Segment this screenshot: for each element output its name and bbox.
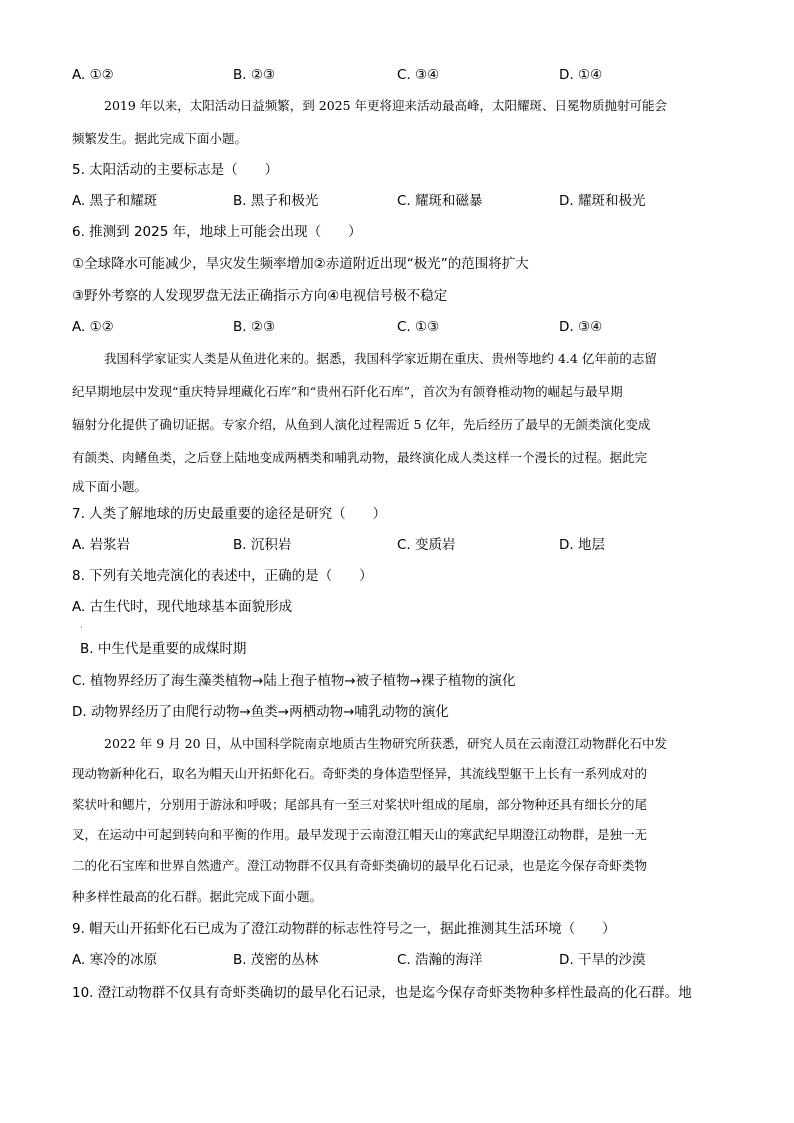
q6-option-a[interactable]: A. ①② [72, 319, 114, 335]
passage-sun-line-2: 频繁发生。据此完成下面小题。 [72, 131, 248, 146]
q9-option-d[interactable]: D. 干旱的沙漠 [559, 952, 646, 968]
q5-option-d[interactable]: D. 耀斑和极光 [559, 193, 646, 209]
q9-stem: 9. 帽天山开拓虾化石已成为了澄江动物群的标志性符号之一，据此推测其生活环境（ ） [72, 921, 616, 937]
q8-stem: 8. 下列有关地壳演化的表述中，正确的是（ ） [72, 568, 373, 584]
q6-item-line-1: ①全球降水可能减少，旱灾发生频率增加②赤道附近出现“极光”的范围将扩大 [72, 256, 529, 272]
q6-item-line-2: ③野外考察的人发现罗盘无法正确指示方向④电视信号极不稳定 [72, 288, 448, 304]
q9-option-c[interactable]: C. 浩瀚的海洋 [397, 952, 483, 968]
passage-chengjiang-line-5: 二的化石宝库和世界自然遗产。澄江动物群不仅具有奇虾类确切的最早化石记录，也是迄今保存奇虾类物 [72, 858, 648, 873]
passage-chengjiang-line-4: 叉，在运动中可起到转向和平衡的作用。最早发现于云南澄江帽天山的寒武纪早期澄江动物群，是独一无 [72, 827, 648, 842]
passage-sun-line-1: 2019 年以来，太阳活动日益频繁，到 2025 年更将迎来活动最高峰，太阳耀斑、日冕物质抛射可能会 [104, 98, 668, 113]
q4-option-b[interactable]: B. ②③ [233, 67, 276, 83]
q8-option-b[interactable]: B. 中生代是重要的成煤时期 [80, 641, 247, 657]
passage-fish-line-4: 有颌类、肉鳍鱼类，之后登上陆地变成两栖类和哺乳动物，最终演化成人类这样一个漫长的过程。据此完 [72, 450, 648, 465]
q7-stem: 7. 人类了解地球的历史最重要的途径是研究（ ） [72, 506, 387, 522]
q10-stem: 10. 澄江动物群不仅具有奇虾类确切的最早化石记录，也是迄今保存奇虾类物种多样性最高的化石群。地 [72, 985, 692, 1001]
q8-option-a[interactable]: A. 古生代时，现代地球基本面貌形成 [72, 599, 293, 615]
q7-option-b[interactable]: B. 沉积岩 [233, 537, 292, 553]
stray-dot: · [80, 623, 83, 632]
q5-stem: 5. 太阳活动的主要标志是（ ） [72, 162, 279, 178]
q4-option-a[interactable]: A. ①② [72, 67, 114, 83]
passage-fish-line-1: 我国科学家证实人类是从鱼进化来的。据悉，我国科学家近期在重庆、贵州等地约 4.4 亿年前的志留 [104, 351, 657, 366]
q8-option-d[interactable]: D. 动物界经历了由爬行动物→鱼类→两栖动物→哺乳动物的演化 [72, 704, 449, 720]
q9-option-b[interactable]: B. 茂密的丛林 [233, 952, 319, 968]
q7-option-a[interactable]: A. 岩浆岩 [72, 537, 131, 553]
q9-option-a[interactable]: A. 寒冷的冰原 [72, 952, 158, 968]
q6-option-d[interactable]: D. ③④ [559, 319, 603, 335]
q6-option-b[interactable]: B. ②③ [233, 319, 276, 335]
passage-fish-line-5: 成下面小题。 [72, 479, 148, 494]
q7-option-c[interactable]: C. 变质岩 [397, 537, 456, 553]
q5-option-b[interactable]: B. 黑子和极光 [233, 193, 319, 209]
q5-option-a[interactable]: A. 黑子和耀斑 [72, 193, 158, 209]
passage-chengjiang-line-6: 种多样性最高的化石群。据此完成下面小题。 [72, 889, 323, 904]
passage-chengjiang-line-3: 桨状叶和鳃片，分别用于游泳和呼吸；尾部具有一至三对桨状叶组成的尾扇，部分物种还具有细长分的尾 [72, 797, 648, 812]
q5-option-c[interactable]: C. 耀斑和磁暴 [397, 193, 483, 209]
passage-chengjiang-line-2: 现动物新种化石，取名为帽天山开拓虾化石。奇虾类的身体造型怪异，其流线型躯干上长有一系列成对的 [72, 766, 648, 781]
q8-option-c[interactable]: C. 植物界经历了海生藻类植物→陆上孢子植物→被子植物→裸子植物的演化 [72, 673, 516, 689]
q6-stem: 6. 推测到 2025 年，地球上可能会出现（ ） [72, 224, 362, 240]
q4-option-c[interactable]: C. ③④ [397, 67, 440, 83]
q4-option-d[interactable]: D. ①④ [559, 67, 603, 83]
passage-chengjiang-line-1: 2022 年 9 月 20 日，从中国科学院南京地质古生物研究所获悉，研究人员在云南澄江动物群化石中发 [104, 736, 668, 751]
passage-fish-line-3: 辐射分化提供了确切证据。专家介绍，从鱼到人演化过程需近 5 亿年，先后经历了最早的无颌类演化变成 [72, 417, 651, 432]
q7-option-d[interactable]: D. 地层 [559, 537, 605, 553]
q6-option-c[interactable]: C. ①③ [397, 319, 440, 335]
passage-fish-line-2: 纪早期地层中发现“重庆特异埋藏化石库”和“贵州石阡化石库”，首次为有颌脊椎动物的崛起与最早期 [72, 384, 623, 399]
